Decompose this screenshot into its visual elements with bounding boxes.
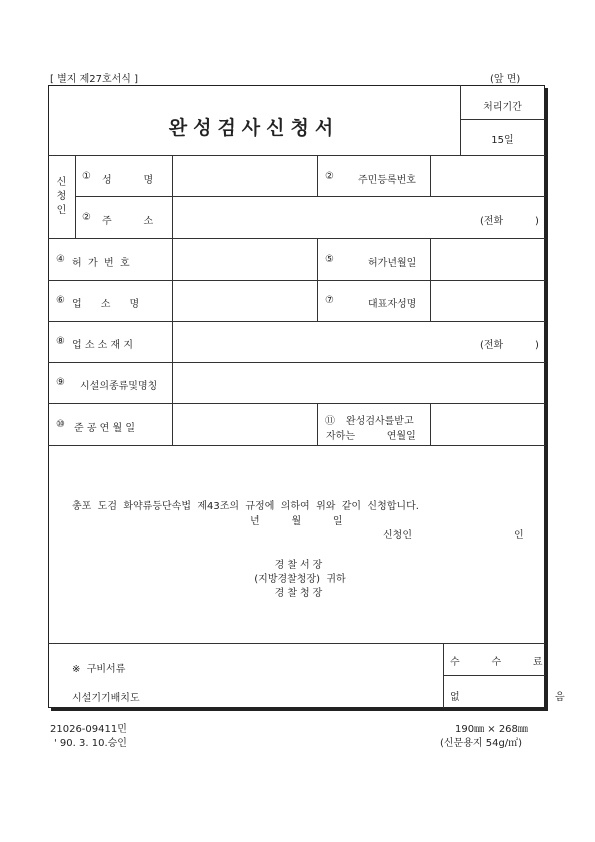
business-location-label: 업 소 소 재 지 [72,340,134,351]
resident-no-label: 주민등록번호 [358,175,416,186]
license-date-label: 허가년월일 [368,258,417,269]
row-line [48,155,545,156]
mid-divider [430,155,431,196]
inspection-date-number: ⑪ [325,416,335,427]
completion-date-number: ⑩ [56,419,65,430]
business-name-number: ⑥ [56,295,65,306]
seal-mark: 인 [514,530,524,541]
fee-row-line [443,675,545,676]
facility-type-input[interactable] [174,364,544,401]
required-doc-item: 시설기기배치도 [72,693,140,704]
row-line [48,643,545,644]
recipient-police-chief: 경찰서장 [274,560,326,571]
required-docs-label: ※ 구비서류 [72,664,126,675]
row-line [48,362,545,363]
group-divider [75,155,76,238]
address-input[interactable] [174,198,474,236]
inspection-date-label-1: 완성검사를받고 [346,416,414,427]
applicant-char: 청 [56,191,67,202]
processing-divider [460,119,545,120]
page-side-label: (앞 면) [490,74,521,85]
license-no-label: 허 가 번 호 [72,258,130,269]
row-line [48,280,545,281]
business-name-input[interactable] [174,282,316,319]
address-phone: (전화 ) [480,216,539,227]
row-line [75,196,545,197]
form-shadow-right [545,88,548,710]
row-line [48,445,545,446]
representative-number: ⑦ [325,295,334,306]
representative-input[interactable] [432,282,544,319]
business-location-number: ⑧ [56,336,65,347]
license-date-number: ⑤ [325,254,334,265]
mid-divider [317,238,318,321]
completion-date-input[interactable] [174,405,316,443]
approval-date: ' 90. 3. 10.승인 [54,738,127,749]
license-date-input[interactable] [432,240,544,278]
processing-period-value: 15일 [491,135,514,146]
recipient-regional: (지방경찰청장) 귀하 [254,574,346,585]
fee-value: 없 음 [450,692,565,703]
mid-divider [317,155,318,196]
facility-type-number: ⑨ [56,377,65,388]
form-code: 21026-09411민 [50,724,127,735]
form-title: 완성검사신청서 [168,117,340,139]
name-label: 성 명 [102,175,154,186]
resident-no-number: ② [325,171,334,182]
paper-type: (신문용지 54g/㎡) [440,738,523,749]
business-location-phone: (전화 ) [480,340,539,351]
applicant-char: 신 [56,177,67,188]
applicant-group-label [48,176,75,218]
row-line [48,403,545,404]
form-shadow-bottom [51,708,548,711]
row-line [48,321,545,322]
recipient-commissioner: 경찰청장 [274,588,326,599]
mid-divider [430,403,431,445]
label-column-divider [172,155,173,445]
inspection-date-label-2: 자하는 연월일 [326,431,416,442]
form-number: [ 별지 제27호서식 ] [50,74,139,85]
business-location-input[interactable] [174,323,474,360]
name-number: ① [82,171,91,182]
processing-period-label: 처리기간 [483,102,522,113]
applicant-char: 인 [56,205,67,216]
license-no-number: ④ [56,254,65,265]
statement-date: 년 월 일 [250,516,343,527]
address-number: ② [82,212,91,223]
fee-label: 수 수 료 [450,657,543,668]
inspection-date-input[interactable] [432,405,544,443]
resident-no-input[interactable] [432,157,544,194]
mid-divider [317,403,318,445]
license-no-input[interactable] [174,240,316,278]
completion-date-label: 준 공 연 월 일 [74,423,136,434]
row-line [48,238,545,239]
statement-applicant: 신청인 [383,530,412,541]
mid-divider [430,238,431,321]
name-input[interactable] [174,157,316,194]
paper-size: 190㎜ × 268㎜ [455,724,528,735]
facility-type-label: 시설의종류및명칭 [80,381,158,392]
representative-label: 대표자성명 [368,299,417,310]
address-label: 주 소 [102,216,154,227]
business-name-label: 업 소 명 [72,299,140,310]
statement-text: 총포 도검 화약류등단속법 제43조의 규정에 의하여 위와 같이 신청합니다. [72,501,419,512]
